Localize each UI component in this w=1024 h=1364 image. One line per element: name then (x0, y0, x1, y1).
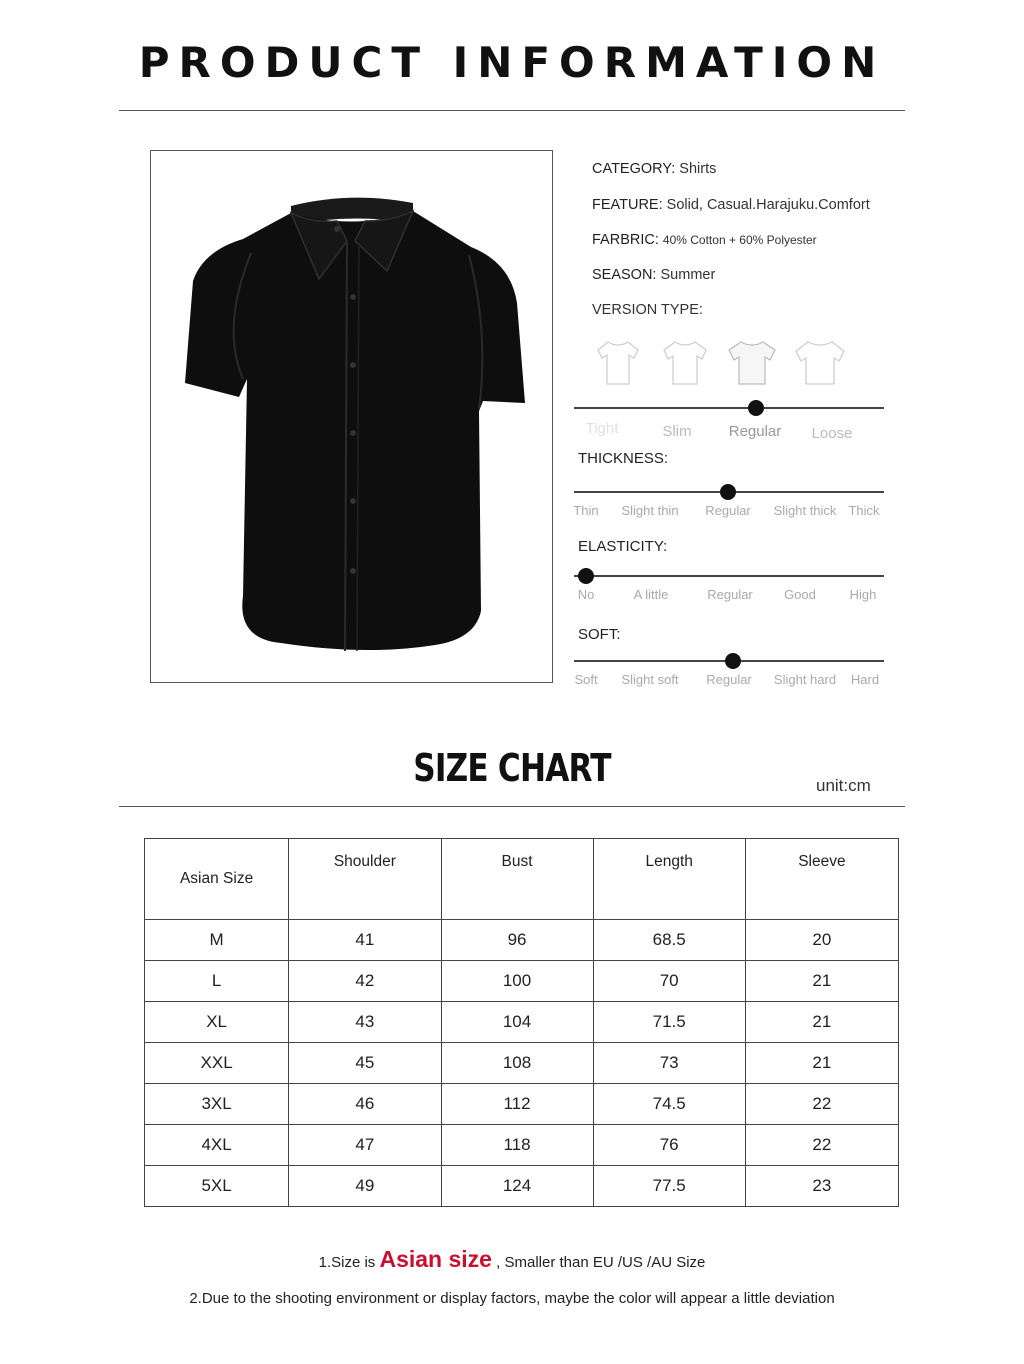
note-size-prefix: 1.Size is (318, 1254, 380, 1271)
thickness-option: Slight thin (621, 503, 679, 518)
size-cell: L (145, 961, 289, 1002)
regular-tee-icon (726, 336, 778, 388)
version-option-slim: Slim (662, 423, 692, 440)
size-cell: 3XL (145, 1084, 289, 1125)
size-chart-unit: unit:cm (816, 776, 871, 795)
sleeve-cell: 21 (745, 1043, 898, 1084)
size-cell: 5XL (145, 1166, 289, 1207)
shoulder-cell: 47 (289, 1125, 441, 1166)
version-track (574, 407, 884, 409)
note-size-highlight: Asian size (379, 1246, 492, 1272)
fabric-label: FARBRIC: (592, 232, 659, 248)
loose-tee-icon (794, 336, 846, 388)
header-length: Length (593, 839, 745, 920)
size-cell: XXL (145, 1043, 289, 1084)
header-shoulder: Shoulder (289, 839, 441, 920)
size-table (144, 838, 899, 1207)
version-option-regular: Regular (728, 423, 782, 440)
note-size (0, 1246, 1024, 1273)
table-row (145, 1002, 899, 1043)
feature-label: FEATURE: (592, 197, 663, 213)
slim-tee-icon (659, 336, 711, 388)
soft-option: Soft (574, 672, 598, 687)
thickness-option: Slight thick (773, 503, 837, 518)
page-title: PRODUCT INFORMATION (138, 38, 886, 87)
shirt-image (151, 151, 551, 681)
bust-cell: 124 (441, 1166, 593, 1207)
title-divider (119, 110, 905, 111)
length-cell: 71.5 (593, 1002, 745, 1043)
table-row (145, 961, 899, 1002)
bust-cell: 104 (441, 1002, 593, 1043)
bust-cell: 118 (441, 1125, 593, 1166)
shoulder-cell: 42 (289, 961, 441, 1002)
size-cell: 4XL (145, 1125, 289, 1166)
length-cell: 68.5 (593, 920, 745, 961)
tight-tee-icon (592, 336, 644, 388)
bust-cell: 108 (441, 1043, 593, 1084)
thickness-option: Thick (848, 503, 880, 518)
info-category (592, 161, 716, 177)
product-photo (150, 150, 553, 683)
size-chart-divider (119, 806, 905, 807)
size-table-header (145, 839, 899, 920)
season-label: SEASON: (592, 267, 657, 283)
version-option-loose: Loose (811, 425, 853, 442)
version-type-label: VERSION TYPE: (592, 302, 703, 318)
info-feature (592, 197, 870, 213)
fabric-value: 40% Cotton + 60% Polyester (662, 233, 817, 247)
sleeve-cell: 23 (745, 1166, 898, 1207)
elasticity-option: A little (633, 587, 669, 602)
shoulder-cell: 45 (289, 1043, 441, 1084)
elasticity-option: Good (784, 587, 816, 602)
info-fabric (592, 232, 817, 248)
feature-value: Solid, Casual.Harajuku.Comfort (666, 197, 870, 213)
sleeve-cell: 21 (745, 1002, 898, 1043)
version-indicator (748, 400, 764, 416)
info-season (592, 267, 715, 283)
elasticity-indicator (578, 568, 594, 584)
note-color: 2.Due to the shooting environment or display factors, maybe the color will appear a little deviation (189, 1290, 835, 1307)
sleeve-cell: 20 (745, 920, 898, 961)
soft-option: Slight hard (773, 672, 837, 687)
table-row (145, 1043, 899, 1084)
length-cell: 74.5 (593, 1084, 745, 1125)
shoulder-cell: 49 (289, 1166, 441, 1207)
soft-option: Slight soft (621, 672, 679, 687)
elasticity-option: Regular (707, 587, 753, 602)
season-value: Summer (660, 267, 716, 283)
table-row (145, 1166, 899, 1207)
sleeve-cell: 22 (745, 1125, 898, 1166)
table-row (145, 920, 899, 961)
note-size-suffix: , Smaller than EU /US /AU Size (491, 1254, 706, 1271)
bust-cell: 100 (441, 961, 593, 1002)
header-sleeve: Sleeve (745, 839, 898, 920)
thickness-option: Regular (705, 503, 751, 518)
bust-cell: 96 (441, 920, 593, 961)
sleeve-cell: 21 (745, 961, 898, 1002)
size-chart-title: SIZE CHART (413, 746, 611, 790)
length-cell: 70 (593, 961, 745, 1002)
soft-option: Hard (850, 672, 880, 687)
length-cell: 73 (593, 1043, 745, 1084)
shoulder-cell: 41 (289, 920, 441, 961)
header-asian-size: Asian Size (145, 839, 289, 920)
size-cell: XL (145, 1002, 289, 1043)
soft-option: Regular (706, 672, 752, 687)
soft-label: SOFT: (578, 626, 621, 643)
shoulder-cell: 46 (289, 1084, 441, 1125)
elasticity-option: High (849, 587, 877, 602)
thickness-label: THICKNESS: (578, 450, 669, 467)
table-row (145, 1125, 899, 1166)
version-option-tight: Tight (585, 420, 619, 437)
category-value: Shirts (679, 161, 717, 177)
elasticity-option: No (577, 587, 595, 602)
soft-indicator (725, 653, 741, 669)
thickness-option: Thin (573, 503, 599, 518)
bust-cell: 112 (441, 1084, 593, 1125)
thickness-indicator (720, 484, 736, 500)
shoulder-cell: 43 (289, 1002, 441, 1043)
length-cell: 77.5 (593, 1166, 745, 1207)
table-row (145, 1084, 899, 1125)
header-bust: Bust (441, 839, 593, 920)
size-cell: M (145, 920, 289, 961)
elasticity-track (574, 575, 884, 577)
category-label: CATEGORY: (592, 161, 676, 177)
sleeve-cell: 22 (745, 1084, 898, 1125)
elasticity-label: ELASTICITY: (578, 538, 668, 555)
length-cell: 76 (593, 1125, 745, 1166)
